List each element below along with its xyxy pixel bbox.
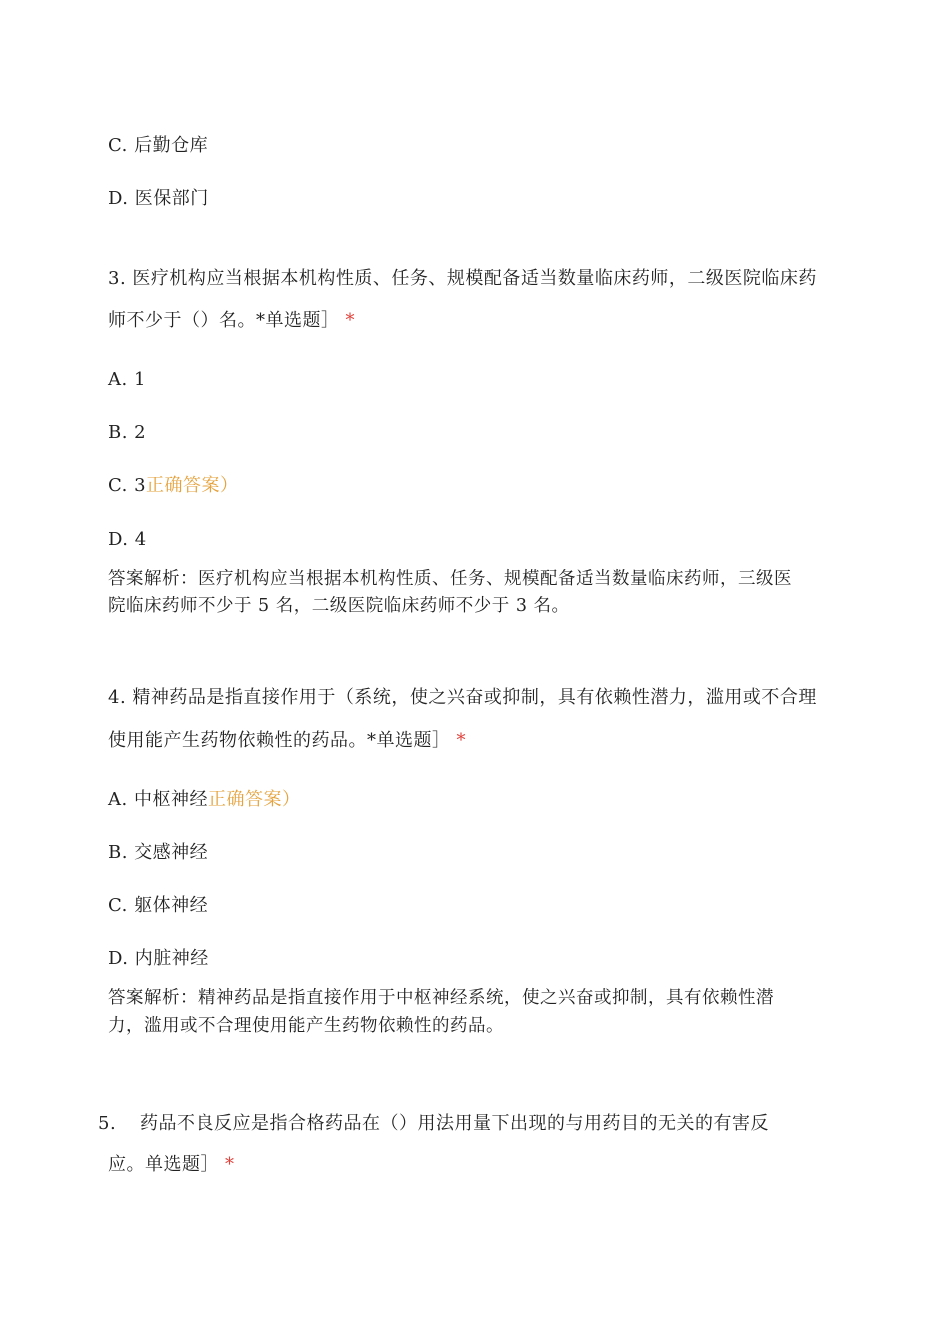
q3-correct-answer-tag: 正确答案） xyxy=(146,475,239,496)
q4-stem-line2 xyxy=(108,729,466,753)
q4-correct-answer-tag: 正确答案） xyxy=(207,789,301,810)
q3-analysis-line1 xyxy=(108,567,792,591)
q4-stem-line1-text: 4. 精神药品是指直接作用于（系统，使之兴奋或抑制，具有依赖性潜力，滥用或不合理 xyxy=(108,687,817,708)
q4-analysis-line1-text: 答案解析：精神药品是指直接作用于中枢神经系统，使之兴奋或抑制，具有依赖性潜 xyxy=(108,988,774,1008)
q4-option-d xyxy=(108,947,209,971)
q4-option-a xyxy=(108,788,300,812)
q4-analysis-line2 xyxy=(108,1014,504,1038)
q5-number xyxy=(98,1112,116,1136)
q2-option-d-text: D. 医保部门 xyxy=(108,188,209,209)
q3-stem-line1-text: 3. 医疗机构应当根据本机构性质、任务、规模配备适当数量临床药师，二级医院临床药 xyxy=(108,268,817,289)
q2-option-d xyxy=(108,187,209,211)
q5-required-mark: * xyxy=(225,1154,235,1175)
q3-option-d xyxy=(108,528,147,552)
q3-option-a xyxy=(108,368,146,392)
q3-analysis-line1-text: 答案解析：医疗机构应当根据本机构性质、任务、规模配备适当数量临床药师，三级医 xyxy=(108,569,792,589)
q4-option-b-text: B. 交感神经 xyxy=(108,842,209,863)
q4-option-b xyxy=(108,841,208,865)
q3-stem-line2 xyxy=(108,309,355,333)
q4-analysis-line1 xyxy=(108,986,774,1010)
q3-stem-line2-text: 师不少于（）名。*单选题］ xyxy=(108,310,340,331)
q5-stem-line1-text: 药品不良反应是指合格药品在（）用法用量下出现的与用药目的无关的有害反 xyxy=(140,1113,769,1134)
q3-option-c xyxy=(108,474,239,498)
q4-stem-line2-text: 使用能产生药物依赖性的药品。*单选题］ xyxy=(108,730,451,751)
q4-analysis-line2-text: 力，滥用或不合理使用能产生药物依赖性的药品。 xyxy=(108,1016,504,1036)
q5-stem-line1 xyxy=(140,1112,769,1136)
q2-option-c-text: C. 后勤仓库 xyxy=(108,135,209,156)
q3-option-b xyxy=(108,421,146,445)
q4-option-a-text: A. 中枢神经 xyxy=(108,789,208,810)
q5-number-text: 5. xyxy=(98,1113,117,1134)
q4-option-c-text: C. 躯体神经 xyxy=(108,895,209,916)
q3-option-a-text: A. 1 xyxy=(108,369,146,390)
q3-analysis-line2-text: 院临床药师不少于 5 名，二级医院临床药师不少于 3 名。 xyxy=(108,596,570,616)
q3-analysis-line2 xyxy=(108,594,570,618)
q3-option-d-text: D. 4 xyxy=(108,529,147,550)
q5-stem-line2-text: 应。单选题］ xyxy=(108,1154,219,1175)
q4-option-c xyxy=(108,894,208,918)
q5-stem-line2 xyxy=(108,1153,235,1177)
q3-option-c-text: C. 3 xyxy=(108,475,147,496)
q2-option-c xyxy=(108,134,208,158)
q3-required-mark: * xyxy=(345,310,355,331)
q4-stem-line1 xyxy=(108,686,817,710)
q4-required-mark: * xyxy=(456,730,466,751)
q3-option-b-text: B. 2 xyxy=(108,422,147,443)
q4-option-d-text: D. 内脏神经 xyxy=(108,948,209,969)
q3-stem-line1 xyxy=(108,267,817,291)
